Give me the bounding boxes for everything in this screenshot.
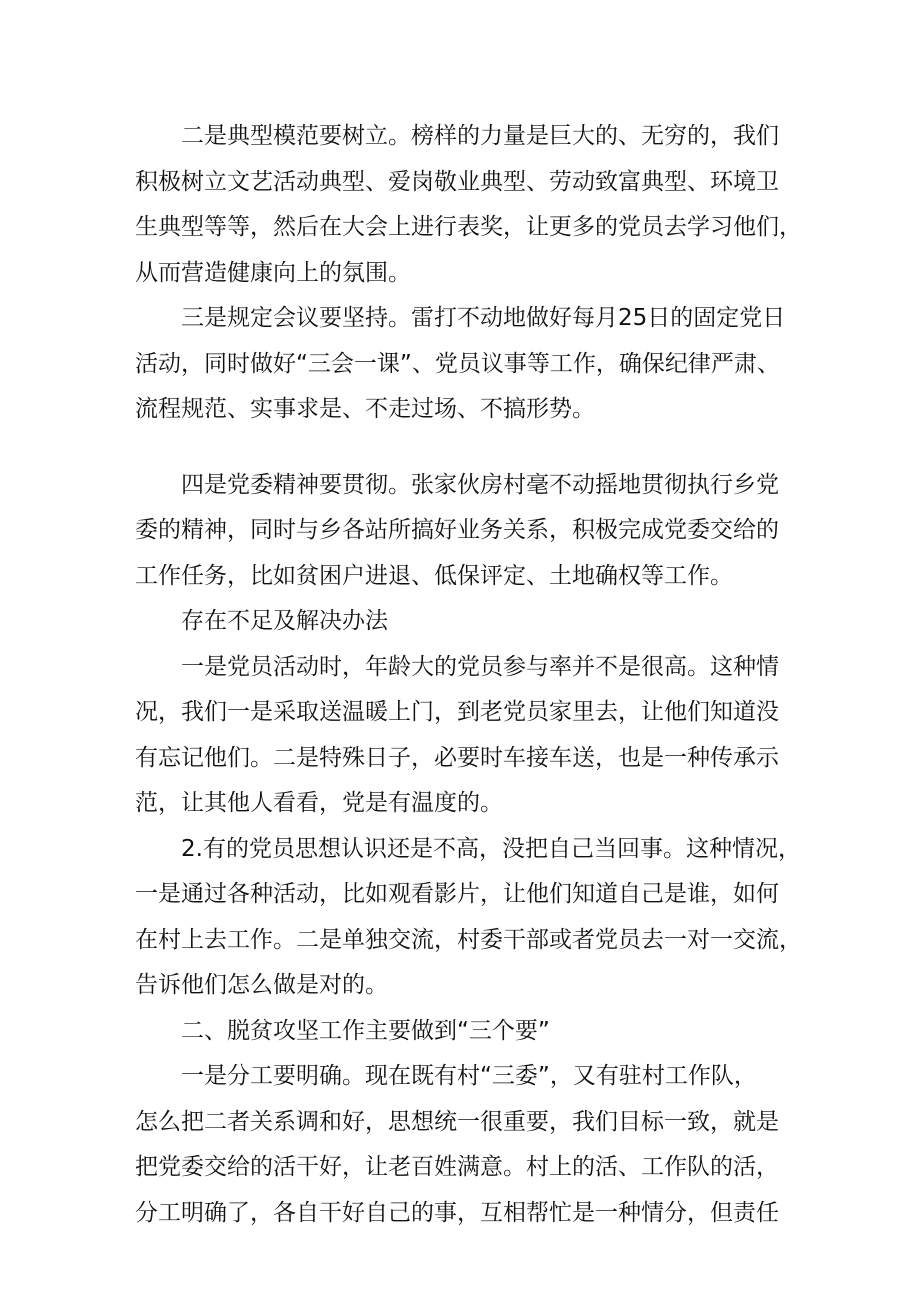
text-line: 二、脱贫攻坚工作主要做到“三个要” — [181, 1017, 550, 1044]
text-line: 从而营造健康向上的氛围。 — [135, 259, 411, 286]
text-line: 三是规定会议要坚持。雷打不动地做好每月25日的固定党日 — [181, 305, 786, 331]
text-line: 怎么把二者关系调和好，思想统一很重要，我们目标一致，就是 — [135, 1108, 779, 1135]
section-heading-poverty — [135, 1009, 795, 1055]
paragraph-spacer — [135, 433, 795, 463]
text-line: 积极树立文艺活动典型、爱岗敬业典型、劳动致富典型、环境卫 — [135, 168, 779, 195]
section-heading-shortcomings — [135, 599, 795, 645]
paragraph-division-of-labor — [135, 1054, 795, 1236]
document-body — [135, 114, 802, 1236]
text-line: 一是党员活动时，年龄大的党员参与率并不是很高。这种情 — [181, 653, 779, 680]
text-line: 四是党委精神要贯彻。张家伙房村毫不动摇地贯彻执行乡党 — [181, 471, 779, 498]
text-line: 二是典型模范要树立。榜样的力量是巨大的、无穷的，我们 — [181, 123, 779, 149]
text-line: 生典型等等，然后在大会上进行表奖，让更多的党员去学习他们， — [135, 214, 802, 240]
text-line: 在村上去工作。二是单独交流，村委干部或者党员去一对一交流， — [135, 926, 802, 953]
text-line: 一是通过各种活动，比如观看影片，让他们知道自己是谁，如何 — [135, 881, 779, 907]
paragraph-meetings — [135, 296, 795, 433]
text-line: 把党委交给的活干好，让老百姓满意。村上的活、工作队的活， — [135, 1154, 779, 1180]
text-line: 范，让其他人看看，党是有温度的。 — [135, 790, 503, 816]
text-line: 流程规范、实事求是、不走过场、不搞形势。 — [135, 396, 595, 422]
text-line: 分工明确了，各自干好自己的事，互相帮忙是一种情分，但责任 — [135, 1199, 779, 1226]
paragraph-party-spirit — [135, 463, 795, 600]
text-line: 委的精神，同时与乡各站所搞好业务关系，积极完成党委交给的 — [135, 517, 779, 543]
text-line: 2.有的党员思想认识还是不高，没把自己当回事。这种情况， — [181, 835, 801, 862]
text-line: 有忘记他们。二是特殊日子，必要时车接车送，也是一种传承示 — [135, 744, 779, 771]
paragraph-elder-participation — [135, 645, 795, 827]
text-line: 告诉他们怎么做是对的。 — [135, 972, 388, 998]
paragraph-awareness — [135, 827, 802, 1009]
text-line: 一是分工要明确。现在既有村“三委”，又有驻村工作队， — [181, 1063, 757, 1089]
text-line: 工作任务，比如贫困户进退、低保评定、土地确权等工作。 — [135, 562, 733, 589]
text-line: 存在不足及解决办法 — [181, 608, 388, 634]
text-line: 况，我们一是采取送温暖上门，到老党员家里去，让他们知道没 — [135, 699, 779, 725]
text-line: 活动，同时做好“三会一课”、党员议事等工作，确保纪律严肃、 — [135, 350, 780, 377]
paragraph-typical-models — [135, 114, 802, 296]
